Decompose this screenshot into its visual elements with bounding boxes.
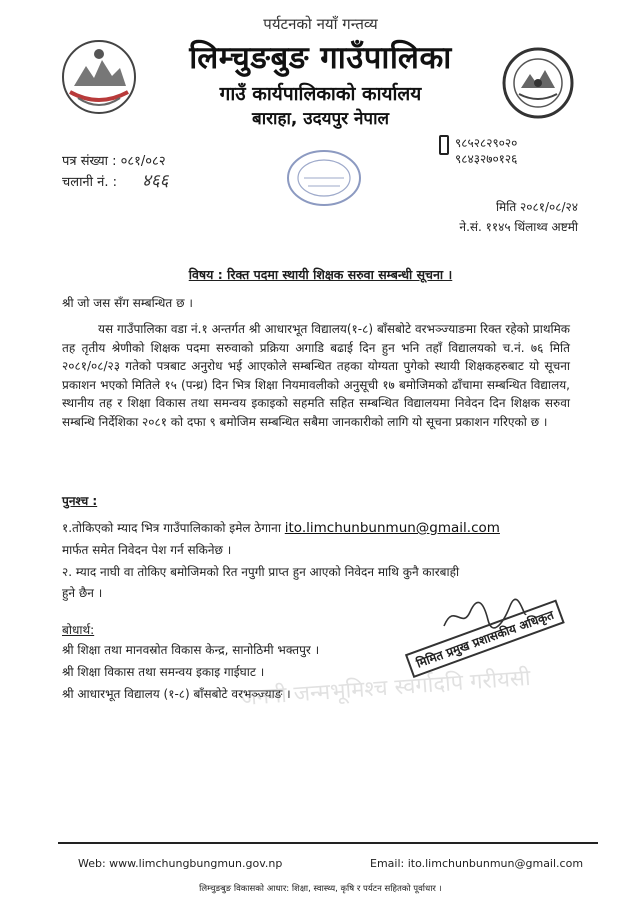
salutation: श्री जो जस सँग सम्बन्धित छ । <box>62 296 193 310</box>
cc-item: श्री शिक्षा तथा मानवस्रोत विकास केन्द्र, सानोठिमी भक्तपुर । <box>62 643 320 657</box>
phone-number-1: ९८५२८२९०२० <box>455 136 518 150</box>
office-address: बाराहा, उदयपुर नेपाल <box>251 109 390 129</box>
letter-date: मिति २०८१/०८/२४ <box>495 200 578 214</box>
nepal-sambat-date: ने.सं. ११४५ थिंलाथ्व अष्टमी <box>459 220 578 234</box>
letter-body: यस गाउँपालिका वडा नं.१ अन्तर्गत श्री आधारभूत विद्यालय(१-८) बाँसबोटे वरभञ्ज्याङमा रिक्त रहेको प्राथमिक तह तृतीय श्रेणीको शिक्षक पदमा सरुवाको प्रक्रिया अगाडि बढाई दिन हुन भनि तहाँ विद्यालयको च.नं. ७६ मिति २०८१/०८/२३ गतेको पत्रबाट अनुरोध भई आएकोले सम्बन्धित तहका योग्यता पुगेको स्थायी शिक्षकहरुबाट यो सूचना प्रकाशन भएको मितिले १५ (पन्ध्र) दिन भित्र शिक्षा नियमावलीको अनुसूची १७ बमोजिमको ढाँचामा सम्बन्धित विद्यालय, स्थानीय तह र शिक्षा विकास तथा समन्वय इकाइको सहमति सहित सम्बन्धित विद्यालयमा निवेदन दिन शिक्षक सरुवा सम्बन्धि निर्देशिका २०८१ को दफा ९ बमोजिम सम्बन्धित सबैमा जानकारीको लागि यो सूचना प्रकाशन गरिएको छ । <box>62 322 570 429</box>
watermark-motto: जननी जन्मभूमिश्च स्वर्गादपि गरीयसी <box>239 665 532 712</box>
cc-item: श्री आधारभूत विद्यालय (१-८) बाँसबोटे वरभञ्ज्याङ । <box>62 687 291 701</box>
dispatch-label: चलानी नं. : <box>62 175 118 190</box>
ps2-line1: २. म्याद नाघी वा तोकिए बमोजिमको रित नपुगी प्राप्त हुन आएको निवेदन माथि कुनै कारबाही <box>62 565 460 579</box>
office-stamp-icon <box>284 148 364 208</box>
ps2-line2: हुने छैन । <box>62 586 103 600</box>
ps1-line2: मार्फत समेत निवेदन पेश गर्न सकिनेछ । <box>62 543 232 557</box>
municipality-title: लिम्चुङबुङ गाउँपालिका <box>189 40 452 76</box>
footer-web[interactable]: Web: www.limchungbungmun.gov.np <box>78 857 283 870</box>
dispatch-number: ४६६ <box>142 171 169 191</box>
header-tagline: पर्यटनको नयाँ गन्तव्य <box>263 15 378 33</box>
cc-item: श्री शिक्षा विकास तथा समन्वय इकाइ गाईघाट । <box>62 665 265 679</box>
ps1-email-link[interactable]: ito.limchunbunmun@gmail.com <box>284 520 500 536</box>
footer-email[interactable]: Email: ito.limchunbunmun@gmail.com <box>370 857 584 870</box>
phone-icon <box>439 135 449 155</box>
footer-note: लिम्चुङबुङ विकासको आधार: शिक्षा, स्वास्थ्य, कृषि र पर्यटन सहितको पूर्वाधार । <box>199 884 442 894</box>
signatory-prefix: मिमित <box>414 648 446 671</box>
ps-heading: पुनश्च : <box>62 494 98 508</box>
municipality-seal-icon <box>501 46 575 120</box>
letter-subject <box>0 266 641 283</box>
footer-divider <box>58 842 598 844</box>
subject-text: विषय : रिक्त पदमा स्थायी शिक्षक सरुवा सम्बन्धी सूचना । <box>188 267 453 282</box>
ps1-text: १.तोकिएको म्याद भित्र गाउँपालिकाको इमेल ठेगाना <box>62 521 281 535</box>
ps1-line1 <box>62 519 500 536</box>
cc-heading: बोधार्थ: <box>62 623 95 637</box>
reference-number: पत्र संख्या : ०८१/०८२ <box>62 154 166 169</box>
phone-number-2: ९८४३२७०१२६ <box>455 152 518 166</box>
signatory-title: प्रमुख प्रशासकीय अधिकृत <box>444 607 556 660</box>
office-name: गाउँ कार्यपालिकाको कार्यालय <box>219 83 422 105</box>
